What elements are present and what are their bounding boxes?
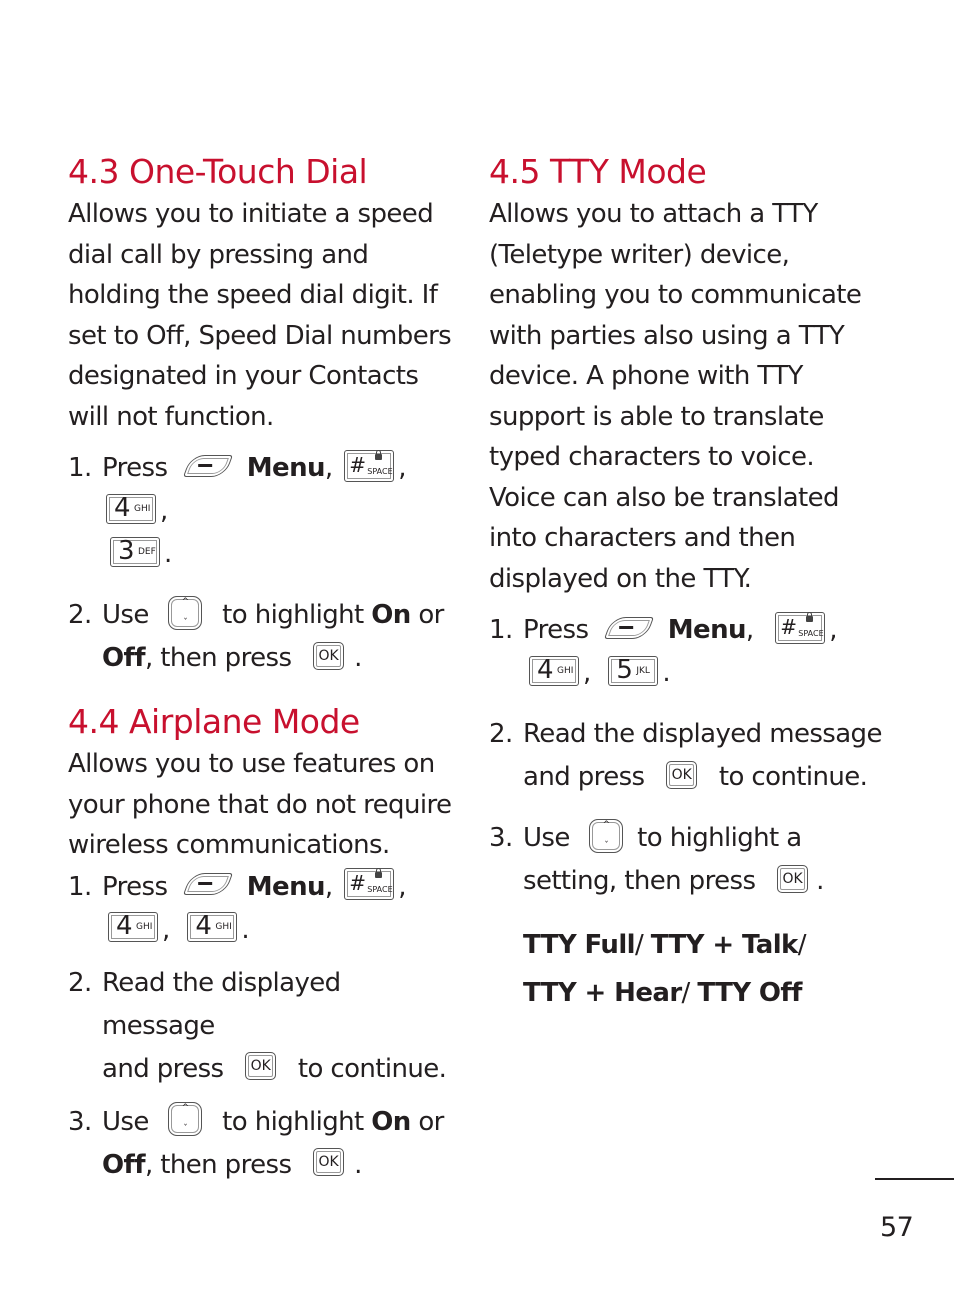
right-column (489, 150, 889, 1017)
hash-space-key-icon: # SPACE (344, 868, 394, 900)
one-touch-step-1: 1. Press Menu, # SPACE , 4 GHI , 3 DEF . (68, 447, 458, 576)
navigation-key-icon: ^ ˇ (589, 819, 623, 853)
ok-key-icon: OK (313, 642, 344, 670)
section-title-airplane-mode: 4.4 Airplane Mode (68, 702, 360, 741)
left-soft-key-icon (183, 455, 233, 477)
one-touch-description: Allows you to initiate a speed dial call by pressing and holding the speed dial digit. If set to Off, Speed Dial numbers designated in your Contacts will not function. (68, 199, 452, 432)
section-title-tty-mode: 4.5 TTY Mode (489, 152, 707, 191)
tty-step-2: 2. Read the displayed message and press OK to continue. (489, 719, 882, 792)
airplane-description: Allows you to use features on your phone that do not require wireless communications. (68, 749, 452, 860)
navigation-key-icon: ^ ˇ (168, 596, 202, 630)
key-4-icon: 4 GHI (106, 494, 156, 524)
navigation-key-icon: ^ ˇ (168, 1102, 202, 1136)
tty-step-3: 3. Use ^ ˇ to highlight a setting, then press OK . (489, 819, 824, 896)
left-soft-key-icon (183, 873, 233, 895)
lock-icon (806, 616, 813, 622)
page-number: 57 (880, 1212, 914, 1243)
left-soft-key-icon (604, 617, 654, 639)
left-column (68, 150, 458, 1187)
tty-description: Allows you to attach a TTY (Teletype writer) device, enabling you to communicate with parties also using a TTY device. A phone with TTY support is able to translate typed characters to voice. Voice can also be translated into characters and then displayed on the TTY. (489, 199, 862, 594)
ok-key-icon: OK (777, 865, 808, 893)
section-title-one-touch-dial: 4.3 One-Touch Dial (68, 152, 368, 191)
key-3-icon: 3 DEF (110, 537, 160, 567)
key-4-icon: 4 GHI (529, 656, 579, 686)
hash-space-key-icon: # SPACE (775, 612, 825, 644)
tty-options: TTY Full/ TTY + Talk/ TTY + Hear/ TTY Off (523, 930, 806, 1008)
airplane-step-1: 1. Press Menu, # SPACE , 4 GHI , 4 GHI . (68, 866, 458, 952)
hash-space-key-icon: # SPACE (344, 450, 394, 482)
ok-key-icon: OK (666, 761, 697, 789)
footer-divider (875, 1178, 954, 1180)
tty-step-1: 1. Press Menu, # SPACE , 4 GHI , 5 JKL . (489, 609, 889, 695)
lock-icon (375, 872, 382, 878)
ok-key-icon: OK (245, 1052, 276, 1080)
key-4-icon: 4 GHI (187, 912, 237, 942)
airplane-step-3: 3. Use ^ ˇ to highlight On or Off, then press OK . (68, 1103, 444, 1180)
lock-icon (375, 454, 382, 460)
one-touch-step-2: 2. Use ^ ˇ to highlight On or Off, then press OK . (68, 596, 444, 673)
airplane-step-2: 2. Read the displayed message and press OK to continue. (68, 967, 447, 1084)
key-4-icon: 4 GHI (108, 912, 158, 942)
key-5-icon: 5 JKL (608, 656, 658, 686)
ok-key-icon: OK (313, 1148, 344, 1176)
